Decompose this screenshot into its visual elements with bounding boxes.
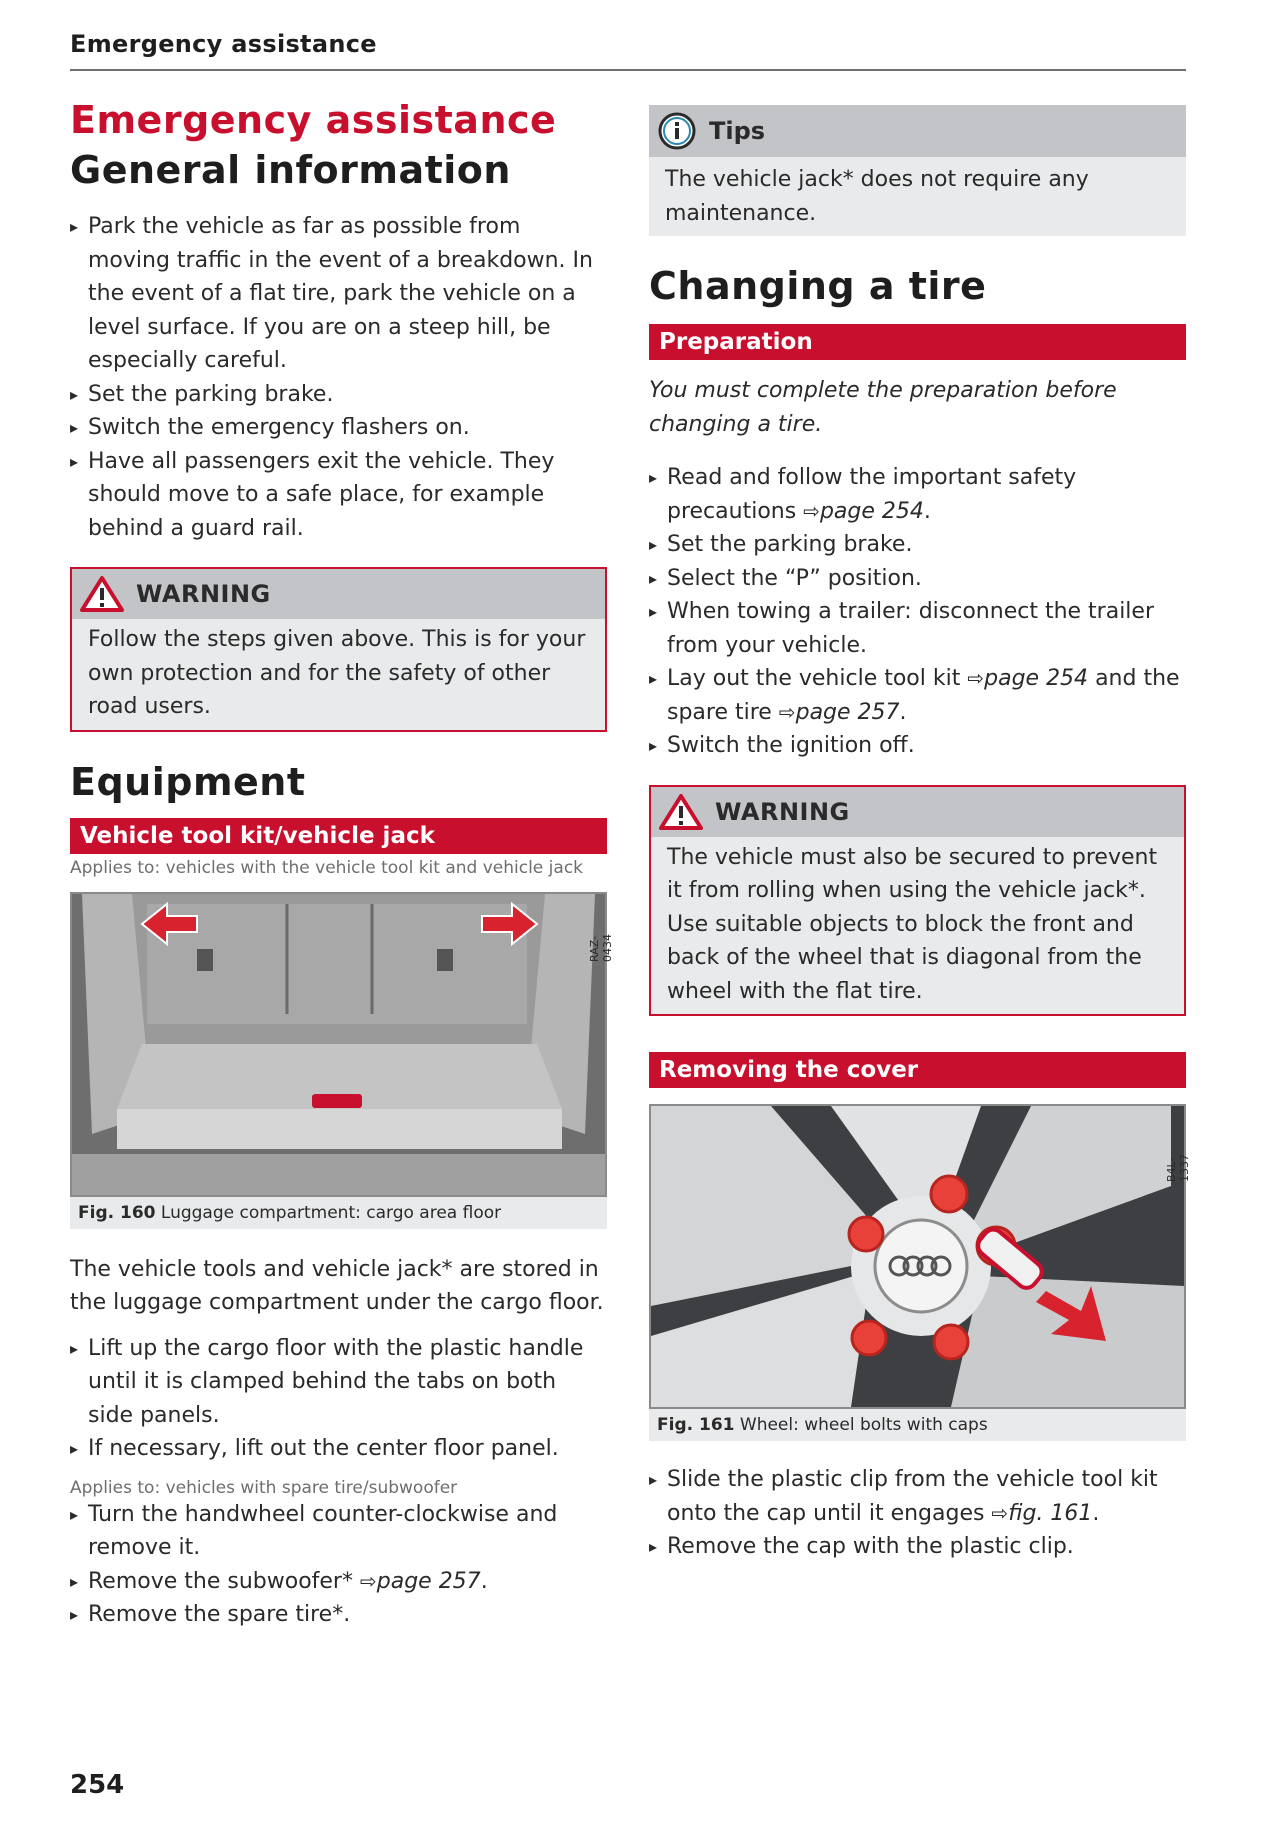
xref-arrow-icon: ⇨ <box>803 498 820 523</box>
figure-caption <box>649 1409 1186 1441</box>
preparation-intro: You must complete the preparation before changing a tire. <box>649 378 1117 437</box>
section-title-equipment: Equipment <box>70 759 306 804</box>
subsection-bar-preparation: Preparation <box>649 324 1186 360</box>
xref-arrow-icon: ⇨ <box>991 1500 1009 1525</box>
header-rule <box>70 69 1186 71</box>
figure-code: B4L-1337 <box>1165 1154 1191 1182</box>
warning-header <box>651 787 1184 837</box>
spare-steps-list <box>70 1498 607 1632</box>
running-header: Emergency assistance <box>70 30 377 58</box>
page-link[interactable]: page 254 <box>819 498 924 524</box>
page-link[interactable]: page 257 <box>376 1568 481 1594</box>
tips-label: Tips <box>709 117 766 145</box>
cargo-area-illustration <box>72 894 605 1195</box>
warning-triangle-icon <box>659 794 703 830</box>
list-item <box>649 461 1186 528</box>
list-item: ▸ Set the parking brake. <box>649 528 1186 562</box>
xref-arrow-icon: ⇨ <box>359 1568 377 1593</box>
tips-box <box>649 105 1186 236</box>
warning-box <box>649 785 1186 1017</box>
list-item: ▸ Have all passengers exit the vehicle. They should move to a safe place, for example behind a guard rail. <box>70 445 607 546</box>
warning-label: WARNING <box>715 797 850 826</box>
step-end: . <box>480 1568 488 1594</box>
right-column <box>649 105 1191 1564</box>
list-item: ▸ If necessary, lift out the center floor panel. <box>70 1432 607 1466</box>
applies-to-toolkit: Applies to: vehicles with the vehicle tool kit and vehicle jack <box>70 857 584 878</box>
step-text: and the spare tire <box>667 666 1180 725</box>
figure-number: Fig. 160 <box>78 1202 156 1223</box>
figure-caption <box>70 1197 607 1229</box>
preparation-steps-list <box>649 461 1186 763</box>
cargo-area-image <box>70 892 614 1197</box>
wheel-image <box>649 1104 1191 1409</box>
chapter-title: Emergency assistance <box>70 98 557 142</box>
figure-161 <box>649 1104 1191 1441</box>
step-end: . <box>1092 1500 1100 1526</box>
warning-text: Follow the steps given above. This is for your own protection and for the safety of other road users. <box>88 627 586 719</box>
section-title-general: General information <box>70 148 511 192</box>
step-text: Lay out the vehicle tool kit <box>667 666 961 691</box>
warning-header <box>72 569 605 619</box>
applies-to-spare: Applies to: vehicles with spare tire/subwoofer <box>70 1477 458 1498</box>
figure-160 <box>70 892 614 1229</box>
warning-text: The vehicle must also be secured to prevent it from rolling when using the vehicle jack*. Use suitable objects to block the front and back of the wheel that is diagonal from the wheel with the flat tire. <box>667 844 1158 1004</box>
subsection-bar-cover: Removing the cover <box>649 1052 1186 1088</box>
step-text: Remove the subwoofer* <box>88 1568 353 1594</box>
xref-arrow-icon: ⇨ <box>778 699 796 724</box>
tips-header <box>649 105 1186 157</box>
list-item: ▸ Remove the cap with the plastic clip. <box>649 1530 1186 1564</box>
figure-caption-text: Wheel: wheel bolts with caps <box>739 1415 988 1435</box>
figure-number: Fig. 161 <box>657 1415 735 1435</box>
page-number: 254 <box>70 1770 125 1800</box>
list-item: ▸ Park the vehicle as far as possible from moving traffic in the event of a breakdown. In the event of a flat tire, park the vehicle on a level surface. If you are on a steep hill, be especially careful. <box>70 210 607 378</box>
tools-paragraph: The vehicle tools and vehicle jack* are stored in the luggage compartment under the cargo floor. <box>70 1256 604 1315</box>
step-text: Read and follow the important safety precautions <box>667 465 1077 524</box>
tips-text: The vehicle jack* does not require any maintenance. <box>665 167 1089 226</box>
warning-box <box>70 567 607 732</box>
figure-code: RAZ-0434 <box>588 933 614 962</box>
general-steps-list <box>70 210 607 545</box>
list-item <box>649 1463 1186 1530</box>
list-item <box>649 662 1186 729</box>
xref-arrow-icon: ⇨ <box>967 666 985 690</box>
subsection-bar-toolkit: Vehicle tool kit/vehicle jack <box>70 818 607 854</box>
wheel-illustration <box>651 1106 1184 1407</box>
cover-steps-list <box>649 1463 1186 1564</box>
step-end: . <box>899 699 907 725</box>
page-link[interactable]: page 254 <box>984 666 1089 691</box>
list-item: ▸ When towing a trailer: disconnect the trailer from your vehicle. <box>649 595 1186 662</box>
list-item: ▸ Switch the emergency flashers on. <box>70 411 607 445</box>
info-icon <box>657 111 697 151</box>
list-item: ▸ Turn the handwheel counter-clockwise and remove it. <box>70 1498 607 1565</box>
list-item: ▸ Set the parking brake. <box>70 378 607 412</box>
tools-steps-list <box>70 1332 607 1466</box>
list-item: ▸ Remove the spare tire*. <box>70 1598 607 1632</box>
left-column <box>70 98 614 1632</box>
figure-link[interactable]: fig. 161 <box>1008 1500 1093 1526</box>
warning-triangle-icon <box>80 576 124 612</box>
list-item <box>70 1565 607 1599</box>
section-title-changing: Changing a tire <box>649 264 987 308</box>
figure-caption-text: Luggage compartment: cargo area floor <box>160 1202 502 1223</box>
warning-label: WARNING <box>136 580 271 608</box>
step-text: Slide the plastic clip from the vehicle tool kit onto the cap until it engages <box>667 1467 1158 1526</box>
list-item: ▸ Lift up the cargo floor with the plastic handle until it is clamped behind the tabs on both side panels. <box>70 1332 607 1433</box>
list-item: ▸ Switch the ignition off. <box>649 729 1186 763</box>
step-end: . <box>923 498 931 524</box>
list-item: ▸ Select the “P” position. <box>649 562 1186 596</box>
page-link[interactable]: page 257 <box>795 699 900 725</box>
